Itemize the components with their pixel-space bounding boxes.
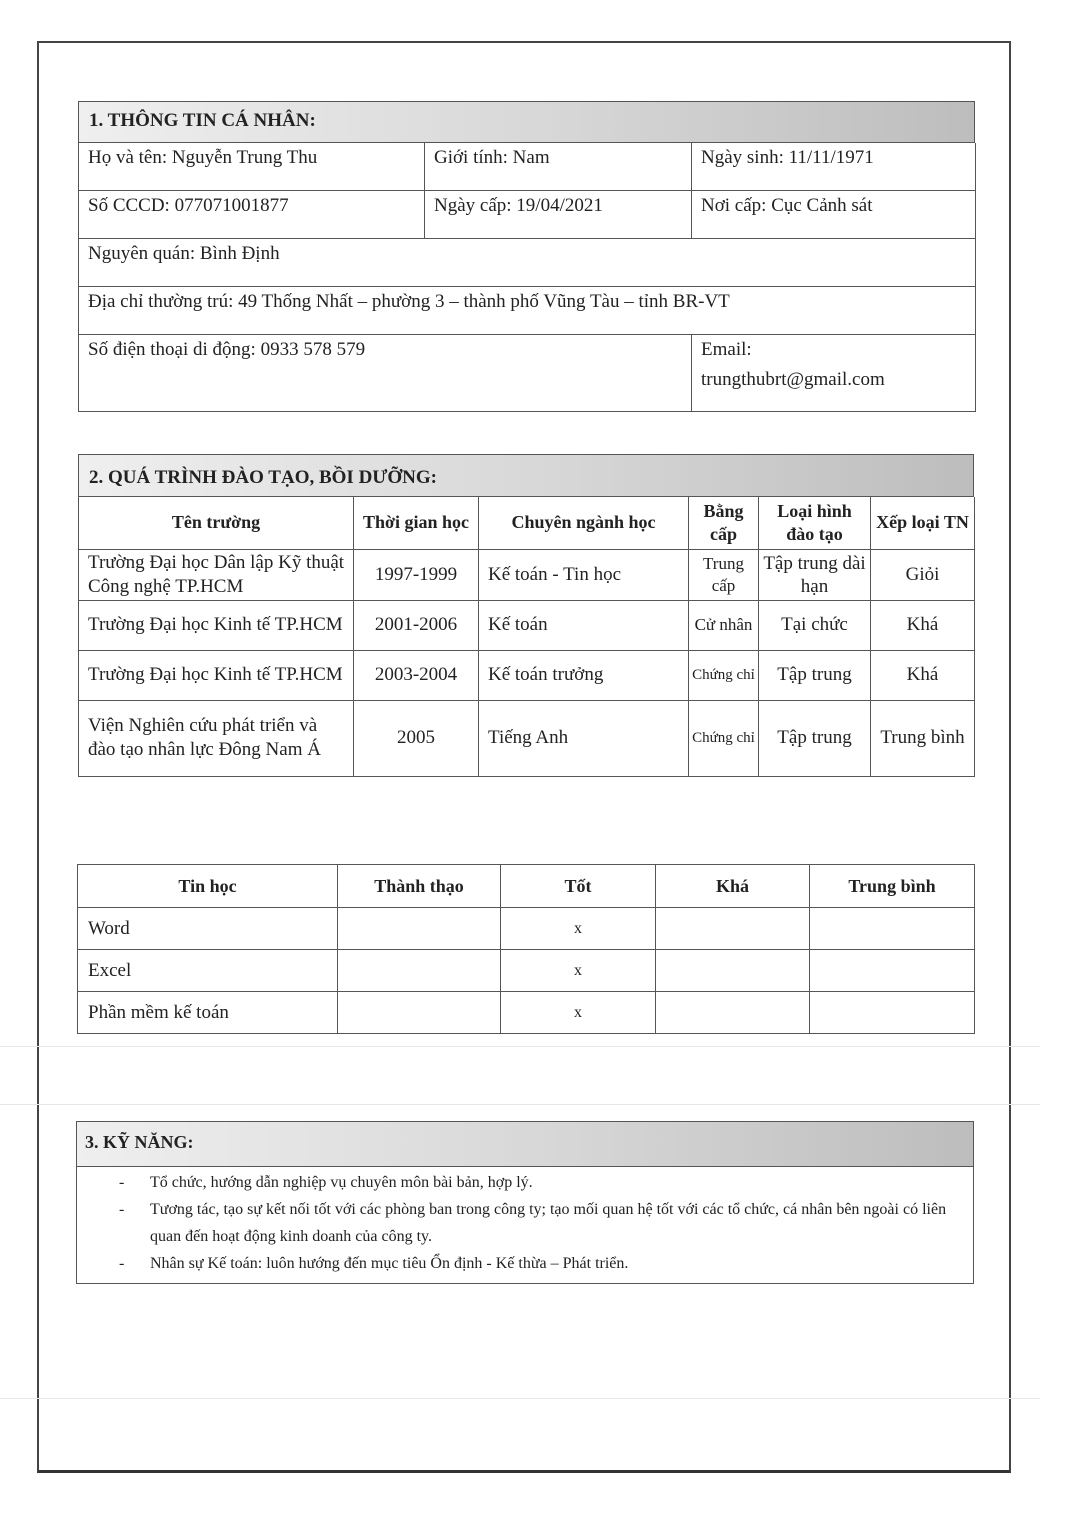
list-item (77, 1250, 961, 1277)
header-it: Tin học (78, 865, 338, 908)
good-mark: x (501, 950, 656, 992)
training-type-cell: Tập trung dài hạn (759, 549, 871, 600)
it-skill-name: Excel (78, 950, 338, 992)
average-cell (810, 908, 975, 950)
major-cell: Kế toán trưởng (479, 650, 689, 700)
it-skills-table (77, 864, 975, 1034)
issue-place-cell: Nơi cấp: Cục Cảnh sát (692, 190, 976, 238)
skill-text: Tổ chức, hướng dẫn nghiệp vụ chuyên môn bài bản, hợp lý. (150, 1174, 533, 1191)
scan-line (0, 1398, 1040, 1399)
major-cell: Kế toán (479, 600, 689, 650)
issue-date-cell: Ngày cấp: 19/04/2021 (425, 190, 692, 238)
header-school: Tên trường (79, 497, 354, 549)
degree-cell: Cử nhân (689, 600, 759, 650)
grade-cell: Khá (871, 600, 975, 650)
table-row (79, 549, 975, 600)
email-cell (692, 334, 976, 411)
training-type-cell: Tập trung (759, 700, 871, 776)
good-mark: x (501, 908, 656, 950)
table-row (79, 650, 975, 700)
education-table (78, 497, 975, 777)
grade-cell: Trung bình (871, 700, 975, 776)
fair-cell (656, 992, 810, 1034)
average-cell (810, 992, 975, 1034)
major-cell: Tiếng Anh (479, 700, 689, 776)
fair-cell (656, 908, 810, 950)
good-mark: x (501, 992, 656, 1034)
education-heading: 2. QUÁ TRÌNH ĐÀO TẠO, BỒI DƯỠNG: (78, 454, 974, 497)
email-label: Email: (701, 338, 752, 360)
bullet-dash: - (119, 1255, 125, 1272)
header-training-type: Loại hình đào tạo (759, 497, 871, 549)
training-type-cell: Tập trung (759, 650, 871, 700)
dob-cell: Ngày sinh: 11/11/1971 (692, 143, 976, 190)
header-grade: Xếp loại TN (871, 497, 975, 549)
period-cell: 2005 (354, 700, 479, 776)
training-type-cell: Tại chức (759, 600, 871, 650)
scan-line (0, 1046, 1040, 1047)
bullet-dash: - (119, 1201, 125, 1218)
grade-cell: Khá (871, 650, 975, 700)
email-value: trungthubrt@gmail.com (701, 368, 885, 390)
hometown-cell: Nguyên quán: Bình Định (79, 238, 976, 286)
name-cell: Họ và tên: Nguyễn Trung Thu (79, 143, 425, 190)
header-degree: Bằng cấp (689, 497, 759, 549)
address-cell: Địa chỉ thường trú: 49 Thống Nhất – phường 3 – thành phố Vũng Tàu – tỉnh BR-VT (79, 286, 976, 334)
scan-line (0, 1104, 1040, 1105)
school-cell: Trường Đại học Kinh tế TP.HCM (79, 650, 354, 700)
bullet-dash: - (119, 1174, 125, 1191)
major-cell: Kế toán - Tin học (479, 549, 689, 600)
list-item (77, 1196, 961, 1250)
skills-section (76, 1121, 974, 1284)
degree-cell: Chứng chỉ (689, 700, 759, 776)
skill-text: Tương tác, tạo sự kết nối tốt với các phòng ban trong công ty; tạo mối quan hệ tốt với các tổ chức, cá nhân bên ngoài có liên quan đến hoạt động kinh doanh của công ty. (150, 1201, 947, 1245)
table-row (78, 908, 975, 950)
personal-info-heading: 1. THÔNG TIN CÁ NHÂN: (78, 101, 975, 143)
header-period: Thời gian học (354, 497, 479, 549)
personal-info-table (78, 143, 976, 412)
table-row (78, 950, 975, 992)
it-skills-section (77, 864, 974, 1034)
table-row (79, 600, 975, 650)
period-cell: 1997-1999 (354, 549, 479, 600)
period-cell: 2003-2004 (354, 650, 479, 700)
skill-text: Nhân sự Kế toán: luôn hướng đến mục tiêu Ổn định - Kế thừa – Phát triển. (150, 1255, 629, 1272)
school-cell: Trường Đại học Kinh tế TP.HCM (79, 600, 354, 650)
header-proficient: Thành thạo (338, 865, 501, 908)
degree-cell: Trung cấp (689, 549, 759, 600)
header-fair: Khá (656, 865, 810, 908)
education-section (78, 454, 974, 777)
school-cell: Trường Đại học Dân lập Kỹ thuật Công nghệ TP.HCM (79, 549, 354, 600)
table-row (79, 700, 975, 776)
school-cell: Viện Nghiên cứu phát triển và đào tạo nhân lực Đông Nam Á (79, 700, 354, 776)
period-cell: 2001-2006 (354, 600, 479, 650)
skills-heading: 3. KỸ NĂNG: (77, 1122, 973, 1167)
header-average: Trung bình (810, 865, 975, 908)
header-major: Chuyên ngành học (479, 497, 689, 549)
table-row (78, 992, 975, 1034)
phone-cell: Số điện thoại di động: 0933 578 579 (79, 334, 692, 411)
personal-info-section (78, 101, 975, 412)
proficient-cell (338, 950, 501, 992)
gender-cell: Giới tính: Nam (425, 143, 692, 190)
proficient-cell (338, 908, 501, 950)
list-item (77, 1169, 961, 1196)
it-skill-name: Word (78, 908, 338, 950)
proficient-cell (338, 992, 501, 1034)
skills-list (77, 1167, 973, 1283)
fair-cell (656, 950, 810, 992)
grade-cell: Giỏi (871, 549, 975, 600)
id-number-cell: Số CCCD: 077071001877 (79, 190, 425, 238)
header-good: Tốt (501, 865, 656, 908)
it-skill-name: Phần mềm kế toán (78, 992, 338, 1034)
average-cell (810, 950, 975, 992)
degree-cell: Chứng chỉ (689, 650, 759, 700)
